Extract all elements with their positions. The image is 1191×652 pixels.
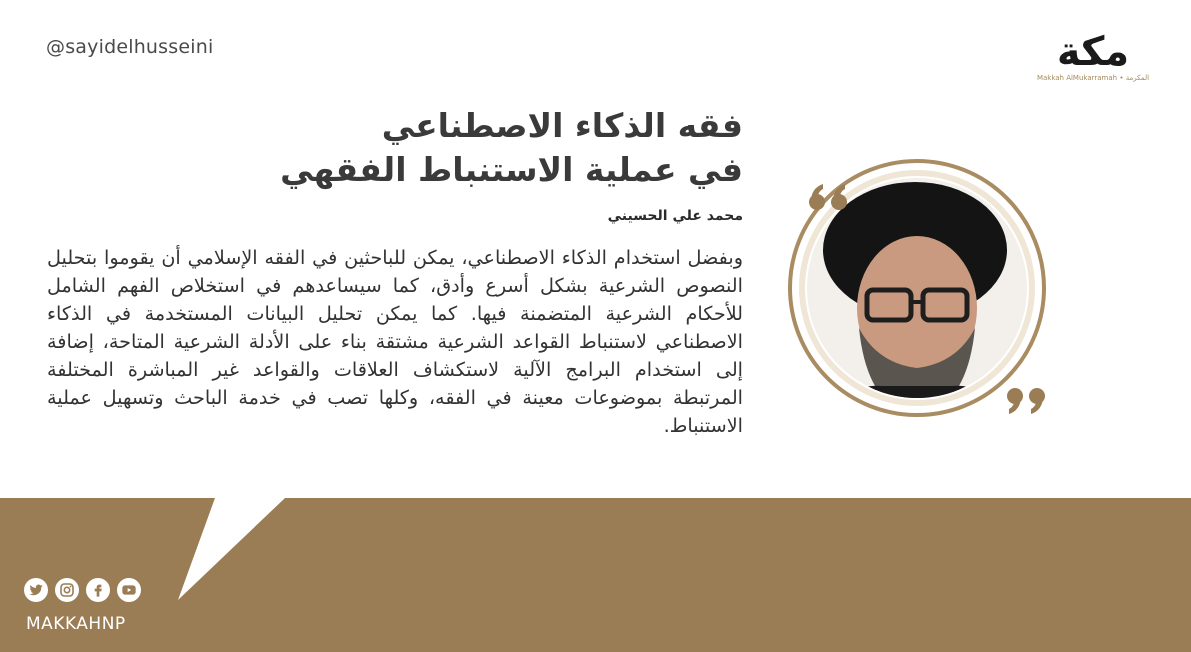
- title-line-2: في عملية الاستنباط الفقهي: [280, 150, 743, 189]
- social-icons: [24, 578, 141, 602]
- brand-name: MAKKAHNP: [26, 614, 126, 634]
- makkah-logo: [1035, 30, 1151, 88]
- article-body: وبفضل استخدام الذكاء الاصطناعي، يمكن للباحثين في الفقه الإسلامي أن يقوموا بتحليل النصوص الشرعية بشكل أسرع وأدق، كما سيساعدهم في استخلاص الفهم الشامل للأحكام الشرعية المتضمنة فيها. كما يمكن تحليل البيانات المستخدمة في الذكاء الاصطناعي لاستنباط القواعد الشرعية مشتقة بناء على الأدلة الشرعية المتاحة، إضافة إلى استخدام البرامج الآلية لاستكشاف العلاقات والقواعد غير المباشرة المختلفة المرتبطة بموضوعات معينة في الفقه، وكلها تصب في خدمة الباحث وتسهيل عملية الاستنباط.: [47, 246, 743, 437]
- logo-wordmark: مكة: [1056, 29, 1130, 75]
- social-handle[interactable]: @sayidelhusseini: [46, 36, 214, 58]
- title-line-1: فقه الذكاء الاصطناعي: [381, 106, 743, 145]
- facebook-icon[interactable]: [86, 578, 110, 602]
- article-title: [143, 104, 743, 192]
- logo-subtext: Makkah AlMukarramah • المكرمة: [1036, 74, 1150, 82]
- portrait-graphic: [787, 158, 1047, 418]
- close-quote-icon: [1007, 388, 1045, 414]
- twitter-icon[interactable]: [24, 578, 48, 602]
- instagram-icon[interactable]: [55, 578, 79, 602]
- youtube-icon[interactable]: [117, 578, 141, 602]
- author-name: محمد علي الحسيني: [607, 208, 743, 224]
- author-portrait-frame: [787, 158, 1047, 418]
